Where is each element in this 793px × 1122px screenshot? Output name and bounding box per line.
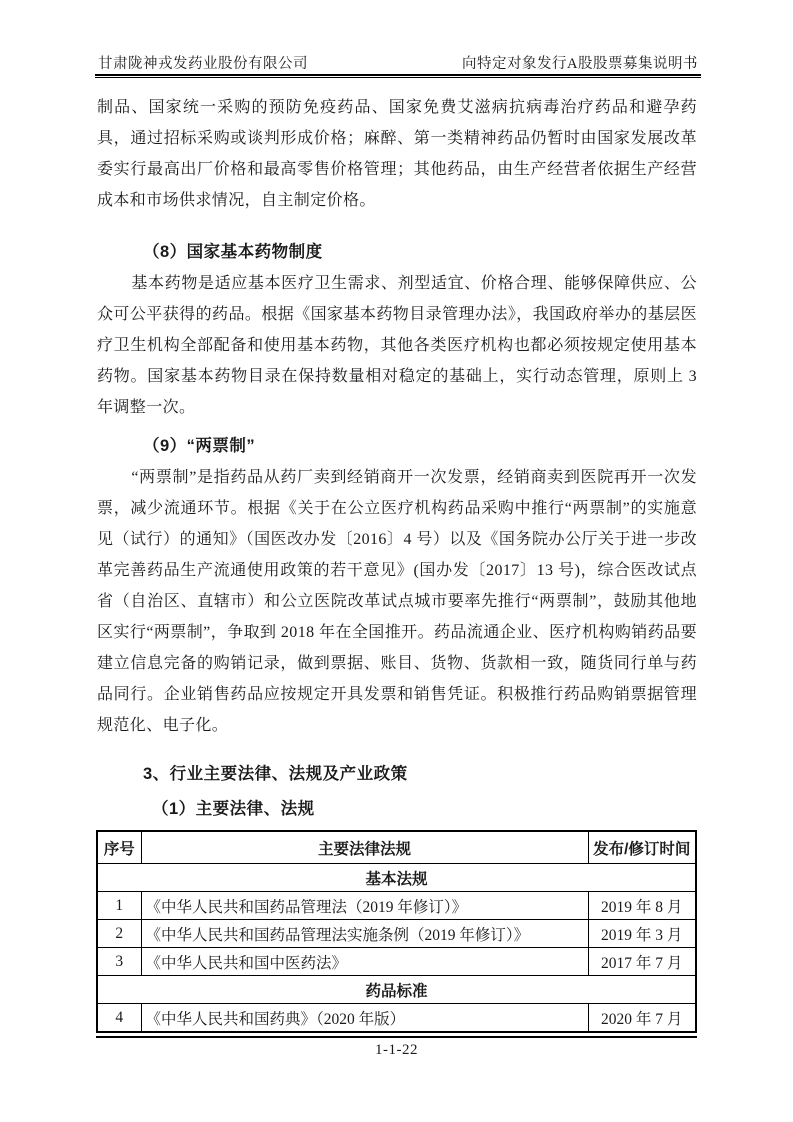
- page-number: 1-1-22: [375, 1042, 418, 1058]
- group-label: 药品标准: [97, 976, 696, 1004]
- cell-date: 2017 年 7 月: [588, 948, 696, 976]
- cell-no: 4: [97, 1004, 141, 1032]
- cell-law-name: 《中华人民共和国中医药法》: [141, 948, 588, 976]
- heading-essential-drug-system: （8）国家基本药物制度: [143, 243, 323, 261]
- table-group-row: [97, 976, 696, 1004]
- table-row: [97, 948, 696, 976]
- cell-law-name: 《中华人民共和国药典》（2020 年版）: [141, 1004, 588, 1032]
- cell-no: 2: [97, 920, 141, 948]
- table-row: [97, 920, 696, 948]
- table-group-row: [97, 864, 696, 892]
- heading-two-invoice-system: （9）“两票制”: [143, 437, 256, 455]
- column-header-no: 序号: [97, 831, 141, 864]
- paragraph-drug-pricing: 制品、国家统一采购的预防免疫药品、国家免费艾滋病抗病毒治疗药品和避孕药具，通过招标采购或谈判形成价格；麻醉、第一类精神药品仍暂时由国家发展改革委实行最高出厂价格和最高零售价格管理；其他药品，由生产经营者依据生产经营成本和市场供求情况，自主制定价格。: [97, 99, 697, 209]
- group-label: 基本法规: [97, 864, 696, 892]
- cell-date: 2019 年 3 月: [588, 920, 696, 948]
- cell-date: 2019 年 8 月: [588, 892, 696, 920]
- cell-law-name: 《中华人民共和国药品管理法（2019 年修订）》: [141, 892, 588, 920]
- table-header-row: [97, 831, 696, 864]
- header-doc-title: 向特定对象发行A股股票募集说明书: [462, 56, 698, 72]
- paragraph-essential-drugs: 基本药物是适应基本医疗卫生需求、剂型适宜、价格合理、能够保障供应、公众可公平获得的药品。根据《国家基本药物目录管理办法》，我国政府举办的基层医疗卫生机构全部配备和使用基本药物，其他各类医疗机构也都必须按规定使用基本药物。国家基本药物目录在保持数量相对稳定的基础上，实行动态管理，原则上 3 年调整一次。: [97, 275, 697, 416]
- header-company-name: 甘肃陇神戎发药业股份有限公司: [98, 56, 308, 72]
- cell-law-name: 《中华人民共和国药品管理法实施条例（2019 年修订）》: [141, 920, 588, 948]
- laws-table: [96, 830, 697, 1031]
- laws-table-container: [96, 830, 697, 1038]
- cell-no: 1: [97, 892, 141, 920]
- table-row: [97, 892, 696, 920]
- running-header: [98, 52, 698, 73]
- header-rule: [95, 74, 701, 78]
- cell-no: 3: [97, 948, 141, 976]
- section-heading-laws-policies: 3、行业主要法律、法规及产业政策: [143, 765, 408, 783]
- column-header-law: 主要法律法规: [141, 831, 588, 864]
- cell-date: 2020 年 7 月: [588, 1004, 696, 1032]
- table-row: [97, 1004, 696, 1032]
- paragraph-two-invoice: “两票制”是指药品从药厂卖到经销商开一次发票，经销商卖到医院再开一次发票，减少流通环节。根据《关于在公立医疗机构药品采购中推行“两票制”的实施意见（试行）的通知》（国医改办发〔2016〕4 号）以及《国务院办公厅关于进一步改革完善药品生产流通使用政策的若干意见》(国办发〔2017〕13 号)，综合医改试点省（自治区、直辖市）和公立医院改革试点城市要率先推行“两票制”，鼓励其他地区实行“两票制”，争取到 2018 年在全国推开。药品流通企业、医疗机构购销药品要建立信息完备的购销记录，做到票据、账目、货物、货款相一致，随货同行单与药品同行。企业销售药品应按规定开具发票和销售凭证。积极推行药品购销票据管理规范化、电子化。: [97, 469, 697, 734]
- subsection-heading-main-laws: （1）主要法律、法规: [152, 800, 315, 818]
- column-header-date: 发布/修订时间: [588, 831, 696, 864]
